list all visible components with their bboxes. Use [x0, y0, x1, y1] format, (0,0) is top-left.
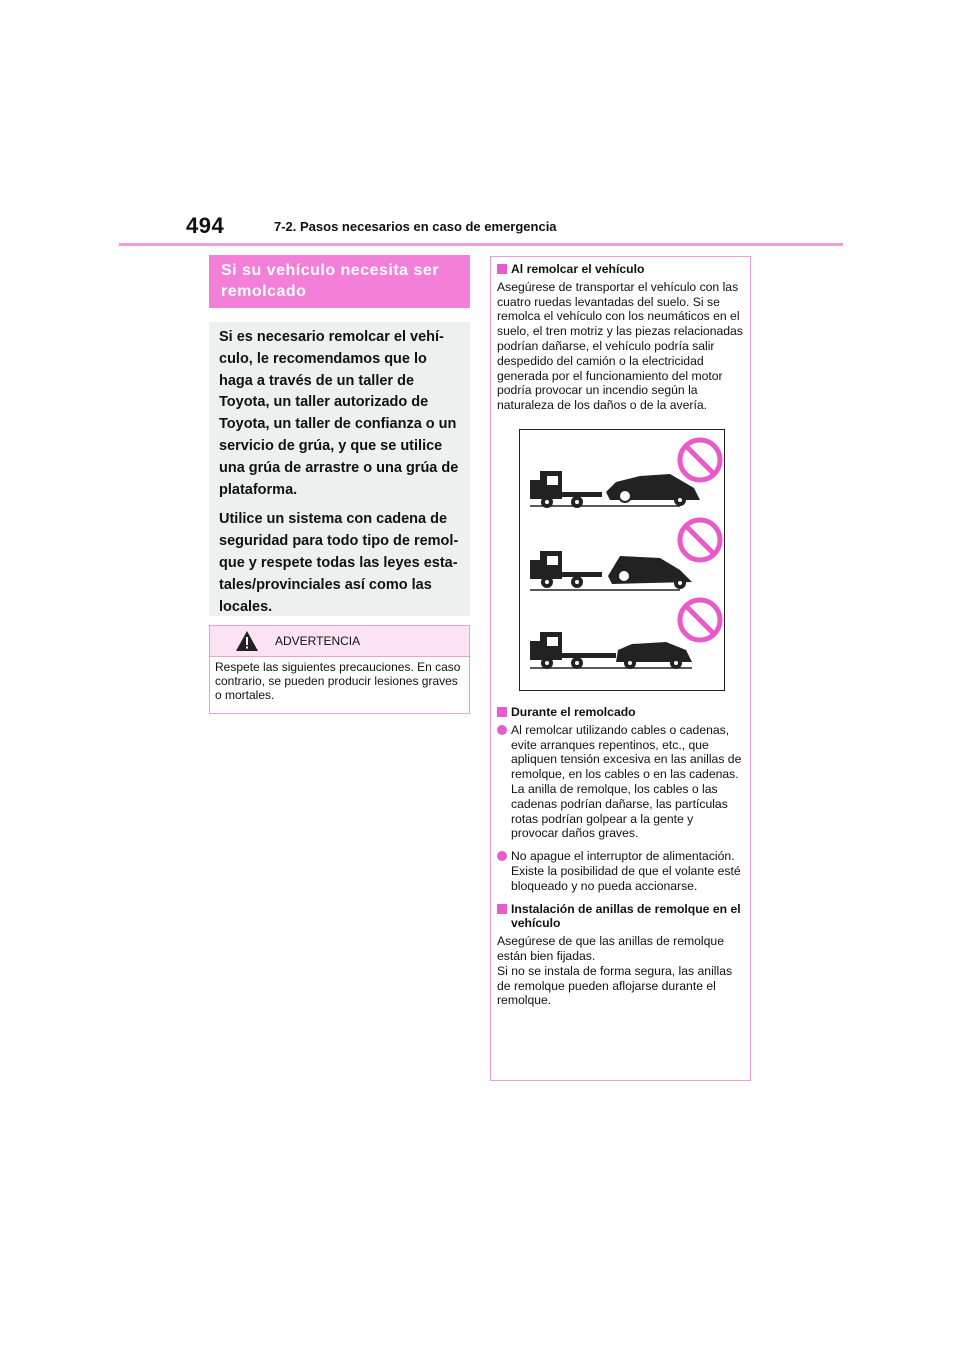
section-heading-towing: Al remolcar el vehículo — [511, 262, 645, 276]
towing-prohibited-figure — [519, 429, 725, 691]
tow-truck-rear-lift-image — [530, 551, 692, 590]
round-bullet-icon — [497, 851, 507, 861]
section-heading-tow-hook: Instalación de anillas de remolque en el vehículo — [511, 901, 741, 931]
towing-info-box — [490, 256, 751, 1081]
header-rule — [119, 243, 843, 246]
list-item — [497, 849, 744, 893]
section-heading-during-towing: Durante el remolcado — [511, 704, 636, 719]
intro-paragraph-2: Utilice un sistema con cadena de seguridad para todo tipo de remolque y respete todas las leyes estatales/provinciales así como las locales. — [219, 511, 459, 615]
list-item — [497, 723, 744, 841]
towing-illustration — [520, 430, 726, 692]
warning-triangle-icon — [235, 630, 259, 652]
page-number: 494 — [186, 213, 225, 238]
prohibited-icon-3 — [680, 600, 720, 640]
section-heading: 7-2. Pasos necesarios en caso de emergencia — [274, 219, 557, 234]
during-towing-bullet-2: No apague el interruptor de alimentación. Existe la posibilidad de que el volante esté bloqueado y no pueda accionarse. — [511, 849, 741, 893]
tow-truck-wheels-on-ground-image — [530, 632, 692, 669]
during-towing-bullet-1: Al remolcar utilizando cables o cadenas, evite arranques repentinos, etc., que apliquen tensión excesiva en las anillas de remolque, en los cables o en las cadenas. La anilla de remolque, los cables o las cadenas podrían dañarse, las partículas rotas podrían golpear a la gente y provocar daños graves. — [511, 722, 742, 841]
intro-box — [209, 322, 470, 616]
warning-text: Respete las siguientes precauciones. En caso contrario, se pueden producir lesiones graves o mortales. — [215, 660, 461, 702]
square-bullet-icon — [497, 264, 507, 274]
prohibited-icon-1 — [680, 440, 720, 480]
warning-title: ADVERTENCIA — [275, 634, 361, 648]
warning-header — [210, 626, 469, 657]
square-bullet-icon — [497, 707, 507, 717]
tow-hook-text: Asegúrese de que las anillas de remolque están bien fijadas. Si no se instala de forma segura, las anillas de remolque pueden aflojarse durante el remolque. — [497, 934, 733, 1008]
towing-text: Asegúrese de transportar el vehículo con las cuatro ruedas levantadas del suelo. Si se remolca el vehículo con los neumáticos en el suelo, el tren motriz y las piezas relacionadas podrían dañarse, el vehículo podría salir despedido del camión o la electricidad generada por el funcionamiento del motor podría provocar un incendio según la naturaleza de los daños o de la avería. — [497, 279, 743, 413]
prohibited-icon-2 — [680, 520, 720, 560]
page-title: Si su vehículo necesita ser remolcado — [209, 255, 470, 308]
square-bullet-icon — [497, 904, 507, 914]
intro-paragraph-1: Si es necesario remolcar el vehículo, le recomendamos que lo haga a través de un taller de Toyota, un taller autorizado de Toyota, un taller de confianza o un servicio de grúa, y que se utilice una grúa de arrastre o una grúa de plataforma. — [219, 329, 459, 498]
tow-truck-front-lift-image — [530, 471, 700, 508]
warning-box — [209, 625, 470, 714]
round-bullet-icon — [497, 725, 507, 735]
